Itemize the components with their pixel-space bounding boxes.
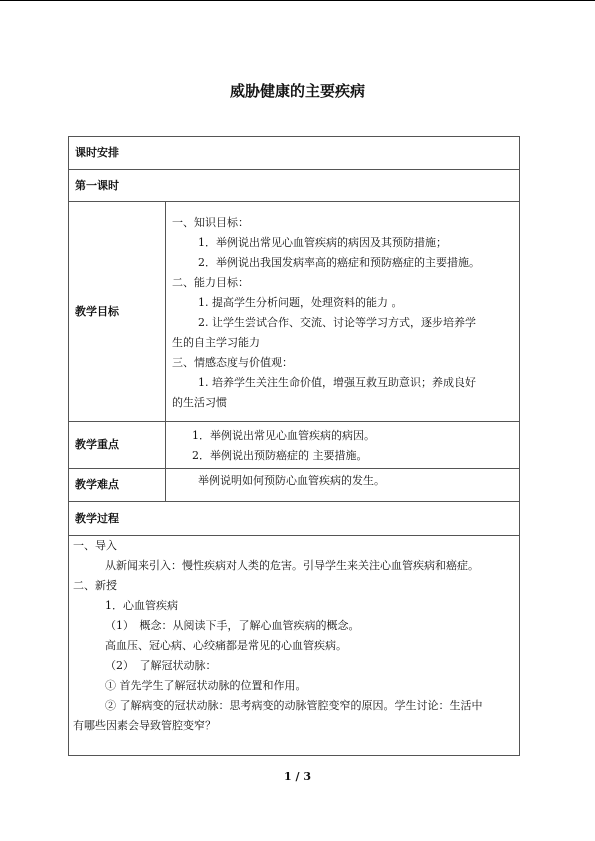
schedule-heading: 课时安排	[69, 137, 520, 170]
difficulties-row	[69, 469, 520, 502]
process-line-2: 从新闻来引入：慢性疾病对人类的危害。引导学生来关注心血管疾病和癌症。	[105, 559, 479, 572]
difficulties-content	[166, 469, 520, 502]
page-number: 1 / 3	[284, 770, 311, 783]
document-title: 威胁健康的主要疾病	[229, 82, 365, 100]
process-row	[69, 536, 520, 756]
process-content	[69, 536, 520, 756]
process-header-row	[69, 502, 520, 536]
process-line-3: 二、新授	[73, 579, 117, 592]
knowledge-heading: 一、知识目标：	[172, 215, 249, 229]
difficulty-1: 举例说明如何预防心血管疾病的发生。	[198, 474, 385, 487]
process-line-4: 1．心血管疾病	[105, 599, 178, 612]
key-points-row	[69, 422, 520, 469]
period-heading: 第一课时	[69, 170, 520, 202]
process-heading: 教学过程	[69, 502, 520, 536]
ability-item-2a: 2. 让学生尝试合作、交流、讨论等学习方式，逐步培养学	[198, 315, 476, 329]
emotion-heading: 三、情感态度与价值观：	[172, 355, 293, 369]
ability-item-1: 1. 提高学生分析问题，处理资料的能力 。	[198, 295, 403, 309]
emotion-item-1b: 的生活习惯	[172, 395, 227, 409]
key-point-2: 2．举例说出预防癌症的 主要措施。	[192, 449, 368, 462]
header-rule	[0, 0, 595, 1]
ability-item-2b: 生的自主学习能力	[172, 335, 260, 349]
difficulties-label: 教学难点	[69, 469, 166, 502]
process-line-10: 有哪些因素会导致管腔变窄？	[73, 719, 216, 732]
schedule-row	[69, 137, 520, 170]
process-line-7: （2） 了解冠状动脉：	[105, 659, 217, 672]
ability-heading: 二、能力目标：	[172, 275, 249, 289]
period-row	[69, 170, 520, 202]
knowledge-item-1: 1．举例说出常见心血管疾病的病因及其预防措施；	[198, 235, 447, 249]
lesson-plan-table	[68, 136, 520, 756]
process-line-8: ① 首先学生了解冠状动脉的位置和作用。	[105, 679, 307, 692]
knowledge-item-2: 2．举例说出我国发病率高的癌症和预防癌症的主要措施。	[198, 255, 480, 269]
process-line-1: 一、导入	[73, 539, 117, 552]
objectives-label: 教学目标	[69, 202, 166, 422]
objectives-row	[69, 202, 520, 422]
key-points-content	[166, 422, 520, 469]
process-line-9: ② 了解病变的冠状动脉：思考病变的动脉管腔变窄的原因。学生讨论：生活中	[105, 699, 483, 712]
emotion-item-1a: 1. 培养学生关注生命价值，增强互救互助意识；养成良好	[198, 375, 476, 389]
key-points-label: 教学重点	[69, 422, 166, 469]
process-line-6: 高血压、冠心病、心绞痛都是常见的心血管疾病。	[105, 639, 347, 652]
objectives-content	[166, 202, 520, 422]
process-line-5: （1） 概念：从阅读下手，了解心血管疾病的概念。	[105, 619, 360, 632]
key-point-1: 1．举例说出常见心血管疾病的病因。	[192, 429, 375, 442]
